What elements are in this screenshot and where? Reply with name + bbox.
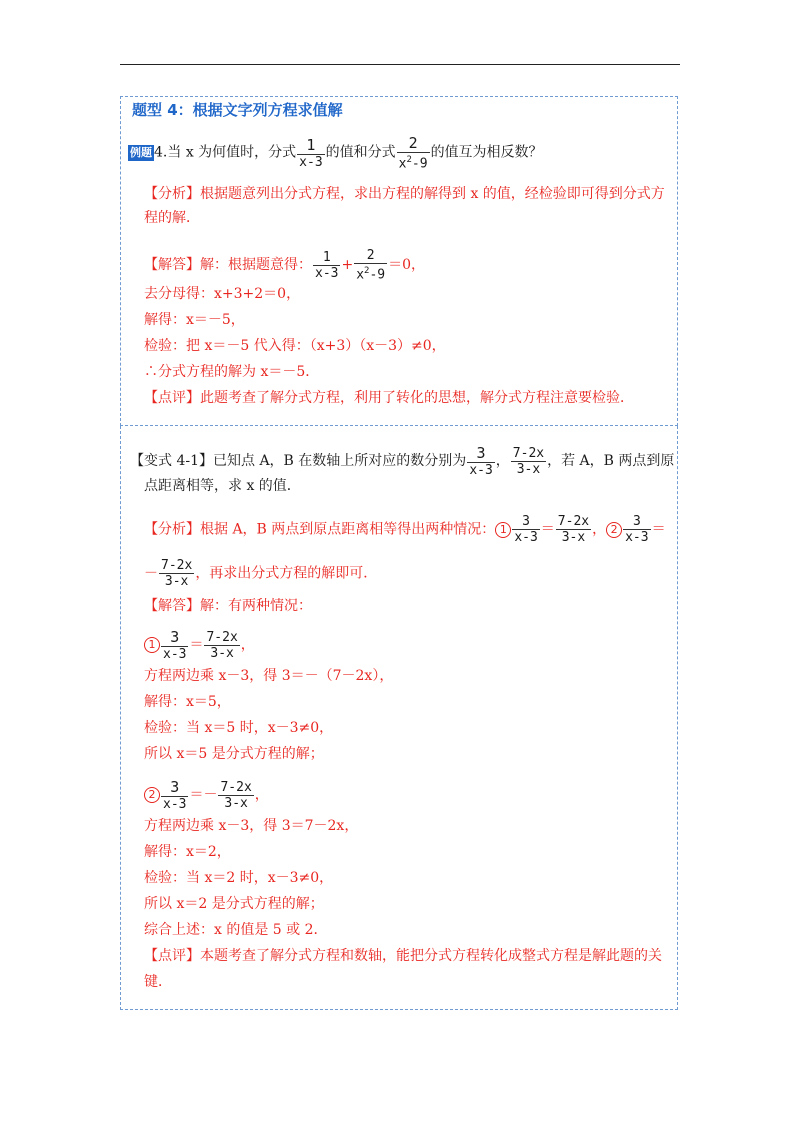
case-1-step-2: 解得：x＝5， <box>144 694 231 710</box>
den-exponent: 2 <box>364 266 370 276</box>
comma: ， <box>592 521 607 538</box>
variant-fraction-1 <box>467 444 494 478</box>
equals-sign: ＝ <box>540 521 555 538</box>
analysis-label: 【分析】 <box>144 521 200 538</box>
analysis-text: 根据题意列出分式方程，求出方程的解得到 x 的值，经检验即可得到分式方 <box>200 186 665 202</box>
case2-fraction-2 <box>218 780 253 811</box>
fraction-numerator: 1 <box>322 249 331 265</box>
case-2-step-2: 解得：x＝2， <box>144 844 231 860</box>
den-exponent: 2 <box>406 155 412 165</box>
variant-text: 已知点 A，B 在数轴上所对应的数分别为 <box>213 453 467 469</box>
analysis-end: ，再求出分式方程的解即可． <box>195 565 378 582</box>
analysis-fraction-3 <box>623 514 650 545</box>
variant-label: 【变式 4-1】 <box>130 453 213 469</box>
analysis-fraction-4 <box>159 558 194 589</box>
fraction-denominator: x-3 <box>163 797 187 812</box>
fraction-numerator: 7-2x <box>161 558 193 573</box>
fraction-denominator: 3-x <box>218 795 253 811</box>
fraction-numerator: 1 <box>306 135 316 154</box>
section-title: 题型 4：根据文字列方程求值解 <box>132 101 343 119</box>
comma: ， <box>240 637 255 653</box>
equals-sign: ＝ <box>189 637 204 653</box>
example-number: 4 <box>154 144 163 161</box>
example-comment <box>144 388 634 408</box>
variant-comment-1 <box>144 946 662 966</box>
fraction-denominator: x-3 <box>514 530 538 545</box>
answer-fraction-1 <box>313 250 340 281</box>
circled-number-2: 2 <box>606 522 622 538</box>
example-analysis-2: 程的解． <box>144 210 200 226</box>
variant-question-1 <box>130 444 674 478</box>
answer-prefix: 解：根据题意得： <box>200 257 312 274</box>
example-analysis-1 <box>144 184 665 204</box>
fraction-denominator: x-3 <box>315 265 339 281</box>
case-1-equation <box>144 628 255 662</box>
comment-text: 此题考查了解分式方程，利用了转化的思想，解分式方程注意要检验． <box>200 390 634 406</box>
comment-label: 【点评】 <box>144 390 200 406</box>
example-question <box>128 134 543 171</box>
case-1-step-4: 所以 x＝5 是分式方程的解； <box>144 746 324 762</box>
analysis-fraction-2 <box>556 514 591 545</box>
fraction-numerator: 2 <box>366 248 375 263</box>
answer-intro: 解：有两种情况： <box>200 598 312 614</box>
example-badge: 例题 <box>130 145 152 159</box>
variant-analysis-2 <box>144 558 377 589</box>
case2-fraction-1 <box>161 778 188 812</box>
fraction-numerator: 3 <box>170 778 180 796</box>
fraction-numerator: 7-2x <box>220 779 252 795</box>
fraction-denominator: x-3 <box>625 530 649 545</box>
example-step-2: 解得：x＝－5， <box>144 312 245 328</box>
question-text-1: .当 x 为何值时，分式 <box>162 144 297 161</box>
fraction-denominator: x-3 <box>469 463 493 478</box>
fraction-denominator: 3-x <box>159 573 194 589</box>
fraction-numerator: 7-2x <box>512 445 545 461</box>
answer-label: 【解答】 <box>144 257 200 274</box>
fraction-numerator: 3 <box>476 444 486 462</box>
fraction-denominator: x-3 <box>163 647 187 662</box>
fraction-numerator: 3 <box>632 514 641 529</box>
variant-answer-intro <box>144 596 312 616</box>
plus-sign: + <box>341 257 354 274</box>
question-text-3: 的值互为相反数？ <box>430 144 543 161</box>
den-rest: -9 <box>411 156 428 172</box>
answer-label: 【解答】 <box>144 598 200 614</box>
example-answer <box>144 248 425 282</box>
separator: ， <box>495 453 510 469</box>
variant-comment-2: 键． <box>144 974 172 990</box>
den-base: x <box>398 156 407 172</box>
fraction-numerator: 7-2x <box>557 514 590 529</box>
fraction-numerator: 2 <box>408 134 418 152</box>
fraction-numerator: 3 <box>522 514 530 529</box>
fraction-denominator <box>354 263 387 282</box>
header-rule <box>120 64 680 65</box>
case-2-step-1: 方程两边乘 x－3，得 3＝7－2x， <box>144 818 359 834</box>
equals-sign: ＝ <box>651 521 666 538</box>
case1-fraction-1 <box>161 628 188 662</box>
variant-fraction-2 <box>511 446 546 477</box>
fraction-numerator: 7-2x <box>206 629 238 645</box>
question-fraction-2 <box>397 134 430 171</box>
case-1-step-1: 方程两边乘 x－3，得 3＝－（7－2x）， <box>144 668 394 684</box>
den-base: x <box>356 267 365 283</box>
fraction-numerator: 3 <box>170 628 180 646</box>
fraction-denominator <box>397 152 430 171</box>
answer-fraction-2 <box>354 248 387 282</box>
case-2-equation <box>144 778 269 812</box>
variant-summary: 综合上述：x 的值是 5 或 2． <box>144 922 328 938</box>
equals-minus: ＝－ <box>189 787 218 803</box>
variant-question-2: 点距离相等，求 x 的值． <box>144 478 301 494</box>
comma: ， <box>254 787 269 803</box>
question-fraction-1 <box>297 136 324 170</box>
analysis-fraction-1 <box>512 514 539 545</box>
circled-number-1: 1 <box>495 522 511 538</box>
analysis-label: 【分析】 <box>144 186 200 202</box>
minus-sign: － <box>144 565 158 582</box>
circled-number-1: 1 <box>144 637 160 653</box>
case-2-step-4: 所以 x＝2 是分式方程的解； <box>144 896 324 912</box>
example-step-1: 去分母得：x+3+2＝0， <box>144 286 301 302</box>
fraction-denominator: 3-x <box>556 529 591 545</box>
example-step-3: 检验：把 x＝－5 代入得：（x+3）（x－3）≠0， <box>144 338 446 354</box>
example-step-4: ∴分式方程的解为 x＝－5． <box>144 364 320 380</box>
analysis-text: 根据 A，B 两点到原点距离相等得出两种情况： <box>200 521 496 538</box>
den-rest: -9 <box>369 267 386 283</box>
comment-text: 本题考查了解分式方程和数轴，能把分式方程转化成整式方程是解此题的关 <box>200 948 662 964</box>
question-text-2: 的值和分式 <box>325 144 396 161</box>
fraction-denominator: x-3 <box>299 154 323 170</box>
case-1-step-3: 检验：当 x＝5 时，x－3≠0， <box>144 720 334 736</box>
case1-fraction-2 <box>204 630 239 661</box>
comment-label: 【点评】 <box>144 948 200 964</box>
variant-analysis-1 <box>144 514 666 545</box>
fraction-denominator: 3-x <box>204 645 239 661</box>
fraction-denominator: 3-x <box>511 461 546 477</box>
variant-text-end: ，若 A，B 两点到原 <box>547 453 675 469</box>
circled-number-2: 2 <box>144 787 160 803</box>
case-2-step-3: 检验：当 x＝2 时，x－3≠0， <box>144 870 334 886</box>
equals-zero: ＝0， <box>388 257 426 274</box>
